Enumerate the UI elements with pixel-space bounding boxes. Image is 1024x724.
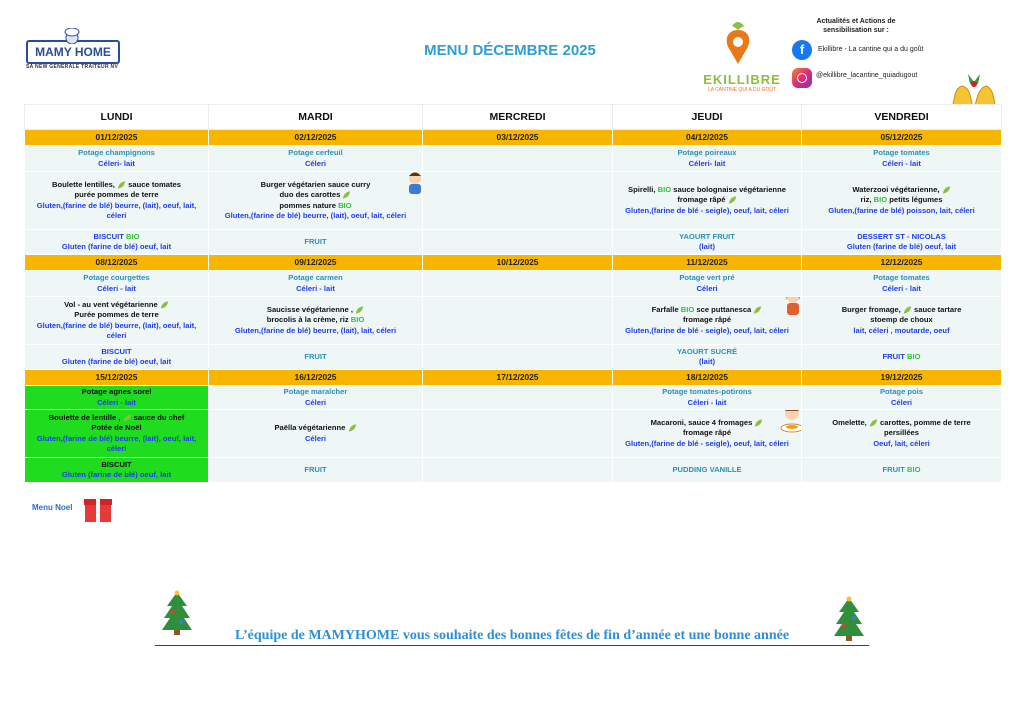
main-line: riz,: [860, 195, 872, 205]
soup-name: Potage tomates: [873, 273, 930, 282]
day-header: MARDI: [209, 105, 423, 130]
dessert-allergens: Gluten (farine de blé) oeuf, lait: [846, 242, 957, 251]
bio-label: BIO: [338, 200, 352, 210]
main-line: Burger végétarien sauce curry: [260, 179, 371, 189]
soup-allergens: Céleri - lait: [97, 283, 136, 293]
ekillibre-logo: EKILLIBRE: [703, 72, 781, 87]
main-allergens: Gluten,(farine de blé) beurre, (lait), oeuf, lait, céleri: [224, 211, 407, 220]
veggie-leaf-icon: [342, 190, 351, 200]
soup-allergens: Céleri: [304, 158, 327, 168]
dessert-allergens: Gluten (farine de blé) oeuf, lait: [61, 357, 172, 366]
dessert-allergens: Gluten (farine de blé) oeuf, lait: [61, 242, 172, 251]
child-eating-icon: [404, 172, 423, 197]
main-line: Potée de Noël: [91, 423, 142, 432]
soup-cell: [613, 271, 802, 297]
main-line: brocolis à la crème, riz: [266, 315, 349, 325]
main-line: petits légumes: [889, 195, 943, 205]
bio-label: BIO: [906, 351, 921, 361]
main-line: fromage râpé: [677, 195, 726, 205]
main-line: Omelette,: [832, 417, 867, 427]
date-row: [25, 130, 1002, 146]
soup-cell: [613, 386, 802, 410]
main-line: Vol - au vent végétarienne: [64, 299, 158, 309]
main-line: Saucisse végétarienne ,: [266, 304, 353, 314]
date-cell: 05/12/2025: [802, 130, 1002, 146]
main-line: fromage râpé: [682, 315, 732, 325]
menu-table: [24, 104, 1002, 483]
veggie-leaf-icon: [123, 413, 132, 423]
main-cell-empty: [423, 297, 613, 345]
dessert-name: YAOURT SUCRÉ: [676, 346, 738, 356]
main-allergens: Gluten,(farine de blé) beurre, (lait), oeuf, lait, céleri: [36, 320, 197, 340]
main-line: duo des carottes: [279, 190, 341, 199]
dessert-cell: [613, 458, 802, 483]
day-header: JEUDI: [613, 105, 802, 130]
season-greeting: L’équipe de MAMYHOME vous souhaite des bonnes fêtes de fin d’année et une bonne année: [155, 628, 869, 646]
soup-allergens: Céleri - lait: [296, 283, 335, 293]
date-cell: 02/12/2025: [209, 130, 423, 146]
carrot-pin-icon: [722, 20, 754, 66]
soup-name: Potage agnes sorel: [81, 387, 152, 396]
main-line: sauce tartare: [914, 304, 962, 314]
dessert-name: PUDDING VANILLE: [672, 464, 742, 474]
instagram-link[interactable]: @ekillibre_lacantine_quiadugout: [816, 72, 918, 79]
main-allergens: Gluten,(farine de blé) poisson, lait, céleri: [828, 205, 975, 215]
soup-row: [25, 146, 1002, 172]
main-line: fromage râpé: [682, 428, 732, 438]
main-allergens: Oeuf, lait, céleri: [873, 438, 930, 448]
soup-cell-empty: [423, 146, 613, 172]
main-cell-empty: [423, 410, 613, 458]
date-cell: 09/12/2025: [209, 255, 423, 271]
main-line: sce puttanesca: [696, 304, 752, 314]
dessert-cell: [209, 230, 423, 255]
date-cell: 11/12/2025: [613, 255, 802, 271]
soup-name: Potage poireaux: [677, 148, 737, 157]
soup-cell: [25, 146, 209, 172]
main-cell: [209, 297, 423, 345]
main-allergens: Céleri: [304, 433, 327, 443]
soup-name: Potage tomates: [873, 148, 930, 157]
day-header: MERCREDI: [423, 105, 613, 130]
date-cell: 15/12/2025: [25, 370, 209, 386]
main-allergens: Gluten,(farine de blé) beurre, (lait), lait, céleri: [234, 325, 397, 335]
dessert-row: [25, 458, 1002, 483]
soup-cell: [802, 271, 1002, 297]
soup-name: Potage champignons: [78, 148, 155, 157]
bio-label: BIO: [680, 304, 695, 314]
dessert-cell: [802, 230, 1002, 255]
main-allergens: Gluten,(farine de blé - seigle), oeuf, lait, céleri: [625, 438, 789, 448]
main-line: persillées: [883, 428, 920, 438]
dessert-allergens: (lait): [698, 357, 716, 366]
main-allergens: Gluten,(farine de blé - seigle), oeuf, lait, céleri: [625, 205, 789, 215]
main-line: Spirelli,: [628, 184, 656, 194]
soup-allergens: Céleri - lait: [97, 397, 136, 407]
chef-icon: [60, 28, 84, 44]
date-row: [25, 255, 1002, 271]
menu-noel-label: Menu Noel: [32, 503, 73, 512]
date-cell: 12/12/2025: [802, 255, 1002, 271]
main-line: Purée pommes de terre: [74, 310, 159, 319]
soup-allergens: Céleri: [304, 397, 327, 407]
date-cell: 19/12/2025: [802, 370, 1002, 386]
dessert-name: FRUIT: [304, 351, 327, 361]
soup-name: Potage courgettes: [83, 273, 150, 282]
dessert-name: BISCUIT: [101, 346, 132, 356]
main-allergens: Gluten,(farine de blé) beurre, (lait), oeuf, lait, céleri: [36, 200, 197, 220]
dessert-name: FRUIT: [304, 464, 327, 474]
main-cell: [613, 172, 802, 230]
veggie-leaf-icon: [348, 423, 357, 433]
veggie-leaf-icon: [942, 185, 951, 195]
soup-row: [25, 386, 1002, 410]
veggie-leaf-icon: [754, 418, 763, 428]
bio-label: BIO: [350, 315, 365, 325]
ekillibre-tagline: LA CANTINE QUI A DU GOÛT: [707, 87, 777, 93]
dessert-cell: [802, 458, 1002, 483]
veggie-leaf-icon: [869, 418, 878, 428]
news-title: Actualités et Actions de sensibilisation sur :: [816, 18, 896, 34]
main-cell: [209, 410, 423, 458]
date-cell: 17/12/2025: [423, 370, 613, 386]
soup-name: Potage pois: [879, 387, 924, 396]
christmas-tree-icon: [832, 596, 866, 642]
bio-label: BIO: [657, 184, 672, 194]
main-allergens: Gluten,(farine de blé - seigle), oeuf, lait, céleri: [625, 325, 789, 335]
main-cell-empty: [423, 172, 613, 230]
dessert-cell: [613, 230, 802, 255]
main-cell: [802, 172, 1002, 230]
main-cell: [25, 172, 209, 230]
soup-cell: [802, 146, 1002, 172]
veggie-leaf-icon: [753, 305, 762, 315]
soup-allergens: Céleri- lait: [98, 158, 135, 168]
main-line: Paëlla végétarienne: [274, 423, 346, 432]
dessert-cell-empty: [423, 230, 613, 255]
bio-label: BIO: [125, 231, 140, 241]
veggie-leaf-icon: [355, 305, 364, 315]
logo-text: MAMY HOME: [26, 40, 120, 64]
soup-cell-empty: [423, 386, 613, 410]
dessert-allergens: (lait): [698, 242, 716, 251]
soup-cell: [209, 146, 423, 172]
dessert-cell: [25, 230, 209, 255]
main-cell: [25, 297, 209, 345]
veggie-leaf-icon: [728, 195, 737, 205]
soup-cell: [209, 386, 423, 410]
main-line: purée pommes de terre: [74, 190, 159, 199]
dessert-cell-empty: [423, 458, 613, 483]
dessert-cell: [25, 345, 209, 370]
veggie-leaf-icon: [117, 180, 126, 190]
dessert-cell: [25, 458, 209, 483]
main-line: Boulette lentilles,: [52, 179, 115, 189]
main-line: Waterzooi végétarienne,: [852, 184, 940, 194]
soup-row: [25, 271, 1002, 297]
child-plate-icon: [779, 410, 802, 435]
main-cell: [613, 297, 802, 345]
page-title: MENU DÉCEMBRE 2025: [424, 42, 596, 59]
dessert-cell: [802, 345, 1002, 370]
logo-subtitle: SA NEW GENERALE TRAITEUR NV: [26, 64, 119, 70]
main-line: Macaroni, sauce 4 fromages: [650, 417, 753, 427]
date-cell: 18/12/2025: [613, 370, 802, 386]
bio-label: BIO: [873, 195, 888, 205]
soup-name: Potage tomates-potirons: [662, 387, 752, 396]
soup-allergens: Céleri: [696, 283, 718, 293]
soup-name: Potage cerfeuil: [288, 148, 343, 157]
date-cell: 01/12/2025: [25, 130, 209, 146]
soup-cell: [25, 271, 209, 297]
dessert-cell-empty: [423, 345, 613, 370]
veggie-leaf-icon: [160, 300, 169, 310]
main-row: [25, 297, 1002, 345]
facebook-link[interactable]: Ekillibre - La cantine qui a du goût: [818, 46, 924, 53]
dessert-name: FRUIT: [882, 464, 905, 474]
dessert-name: FRUIT: [304, 236, 327, 246]
date-cell: 08/12/2025: [25, 255, 209, 271]
soup-allergens: Céleri - lait: [882, 283, 921, 293]
dessert-name: BISCUIT: [93, 231, 124, 241]
main-cell: [613, 410, 802, 458]
dessert-name: DESSERT ST - NICOLAS: [857, 231, 946, 241]
main-cell: [802, 410, 1002, 458]
date-cell: 10/12/2025: [423, 255, 613, 271]
main-line: sauce du chef: [133, 412, 185, 422]
date-cell: 04/12/2025: [613, 130, 802, 146]
soup-cell: [613, 146, 802, 172]
soup-allergens: Céleri- lait: [688, 158, 726, 168]
dessert-allergens: Gluten (farine de blé) oeuf, lait: [61, 470, 172, 479]
veggie-leaf-icon: [903, 305, 912, 315]
date-row: [25, 370, 1002, 386]
main-line: Farfalle: [651, 304, 679, 314]
date-cell: 03/12/2025: [423, 130, 613, 146]
bio-label: BIO: [906, 464, 921, 474]
dessert-name: YAOURT FRUIT: [679, 231, 735, 241]
main-line: pommes nature: [279, 200, 336, 210]
soup-cell: [802, 386, 1002, 410]
dessert-cell: [613, 345, 802, 370]
dessert-cell: [209, 345, 423, 370]
main-line: Burger fromage,: [841, 304, 901, 314]
day-header: VENDREDI: [802, 105, 1002, 130]
day-header: LUNDI: [25, 105, 209, 130]
child-girl-icon: [783, 297, 802, 318]
main-line: Boulette de lentille ,: [48, 412, 121, 422]
dessert-row: [25, 345, 1002, 370]
soup-name: Potage maraîcher: [283, 387, 348, 396]
dessert-name: BISCUIT: [101, 459, 132, 469]
soup-name: Potage vert pré: [679, 273, 735, 282]
dessert-row: [25, 230, 1002, 255]
main-cell: [25, 410, 209, 458]
main-cell: [802, 297, 1002, 345]
main-cell: [209, 172, 423, 230]
main-line: sauce bolognaise végétarienne: [673, 184, 786, 194]
soup-allergens: Céleri - lait: [882, 158, 921, 168]
main-line: stoemp de choux: [870, 315, 933, 325]
main-row: [25, 172, 1002, 230]
dessert-cell: [209, 458, 423, 483]
facebook-icon[interactable]: f: [792, 40, 812, 60]
soup-allergens: Céleri - lait: [687, 397, 727, 407]
instagram-icon[interactable]: [792, 68, 812, 88]
soup-cell-empty: [423, 271, 613, 297]
main-allergens: Gluten,(farine de blé) beurre, (lait), oeuf, lait, céleri: [36, 433, 197, 453]
soup-name: Potage carmen: [288, 273, 343, 282]
main-row: [25, 410, 1002, 458]
soup-allergens: Céleri: [890, 397, 913, 407]
day-header-row: [25, 105, 1002, 130]
main-line: sauce tomates: [128, 179, 181, 189]
date-cell: 16/12/2025: [209, 370, 423, 386]
main-line: carottes, pomme de terre: [880, 417, 971, 427]
soup-cell: [25, 386, 209, 410]
main-allergens: lait, céleri , moutarde, oeuf: [853, 325, 950, 335]
soup-cell: [209, 271, 423, 297]
dessert-name: FRUIT: [882, 351, 905, 361]
gift-icon: [82, 492, 114, 524]
